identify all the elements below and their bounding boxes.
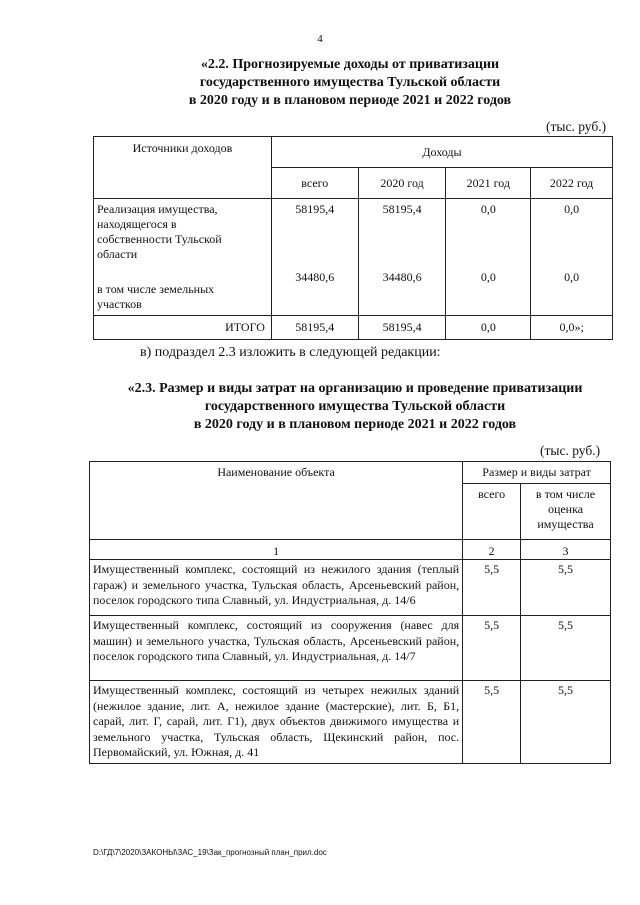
row-value: 58195,4 <box>295 202 335 216</box>
row-value: 0,0 <box>480 202 496 216</box>
table-row <box>90 616 611 681</box>
total-value: 0,0»; <box>531 316 613 340</box>
unit-label-2-2: (тыс. руб.) <box>546 119 607 134</box>
section-2-3-title-line-3: в 2020 году и в плановом периоде 2021 и 2022 годов <box>193 417 517 432</box>
object-name: Имущественный комплекс, состоящий из нежилого здания (теплый гараж) и земельного участка, Тульская область, Арсеньевский район, поселок городского типа Славный, ул. Индустриальная, д. 14/6 <box>90 560 463 616</box>
cost-evaluation: 5,5 <box>521 681 611 764</box>
subheader-2020: 2020 год <box>358 168 446 199</box>
section-2-2-title-line-2: государственного имущества Тульской области <box>199 75 501 90</box>
total-row <box>94 316 613 340</box>
object-name: Имущественный комплекс, состоящий из сооружения (навес для машин) и земельного участка, Тульская область, Арсеньевский район, поселок городского типа Славный, ул. Индустриальная, д. 14/7 <box>90 616 463 681</box>
page-number: 4 <box>317 33 323 45</box>
cost-evaluation: 5,5 <box>521 560 611 616</box>
table-row <box>94 199 613 316</box>
income-table <box>93 136 613 340</box>
total-value: 58195,4 <box>271 316 358 340</box>
table-row <box>90 560 611 616</box>
section-2-2-title-line-3: в 2020 году и в плановом периоде 2021 и 2022 годов <box>188 93 512 108</box>
row-value: 0,0 <box>564 270 580 284</box>
footer-file-path: D:\ГД\7\2020\ЗАКОНЫ\ЗАС_19\Зак_прогнозный план_прил.doc <box>93 848 327 857</box>
unit-label-2-3: (тыс. руб.) <box>540 443 601 458</box>
column-number-3: 3 <box>521 540 611 560</box>
section-2-2-title-line-1: «2.2. Прогнозируемые доходы от приватизации <box>200 57 500 72</box>
section-2-3-title-line-2: государственного имущества Тульской области <box>204 399 506 414</box>
cost-evaluation: 5,5 <box>521 616 611 681</box>
column-number-1: 1 <box>90 540 463 560</box>
row-value: 58195,4 <box>382 202 422 216</box>
subheader-costs-total: всего <box>463 484 521 540</box>
subheader-2021: 2021 год <box>446 168 531 199</box>
header-income-source: Источники доходов <box>94 137 272 199</box>
section-2-3-title <box>70 380 640 434</box>
row-label-land: в том числе земельных участков <box>97 282 215 311</box>
header-costs: Размер и виды затрат <box>463 462 611 484</box>
row-value: 34480,6 <box>295 270 335 284</box>
cost-total: 5,5 <box>463 681 521 764</box>
subheader-2022: 2022 год <box>531 168 613 199</box>
row-value: 34480,6 <box>382 270 422 284</box>
section-2-2-title <box>60 56 640 110</box>
subheader-costs-evaluation: в том числе оценка имущества <box>521 484 611 540</box>
total-value: 0,0 <box>446 316 531 340</box>
row-value: 0,0 <box>564 202 580 216</box>
header-income: Доходы <box>271 137 612 168</box>
section-2-3-title-line-1: «2.3. Размер и виды затрат на организацию и проведение приватизации <box>127 381 583 396</box>
costs-table <box>89 461 611 764</box>
row-label-property: Реализация имущества, находящегося в собственности Тульской области <box>97 202 222 261</box>
row-value: 0,0 <box>480 270 496 284</box>
total-value: 58195,4 <box>358 316 446 340</box>
intro-text: в) подраздел 2.3 изложить в следующей редакции: <box>140 345 441 360</box>
object-name: Имущественный комплекс, состоящий из четырех нежилых зданий (нежилое здание, лит. А, нежилое здание (мастерские), лит. Б, Б1, сарай, лит. Г, сарай, лит. Г1), двух объектов движимого имущества и земельного участка, Тульская область, Щекинский район, пос. Первомайский, ул. Южная, д. 41 <box>90 681 463 764</box>
total-label: ИТОГО <box>94 316 272 340</box>
table-row <box>90 681 611 764</box>
column-number-2: 2 <box>463 540 521 560</box>
header-object-name: Наименование объекта <box>90 462 463 540</box>
cost-total: 5,5 <box>463 560 521 616</box>
subheader-total: всего <box>271 168 358 199</box>
cost-total: 5,5 <box>463 616 521 681</box>
